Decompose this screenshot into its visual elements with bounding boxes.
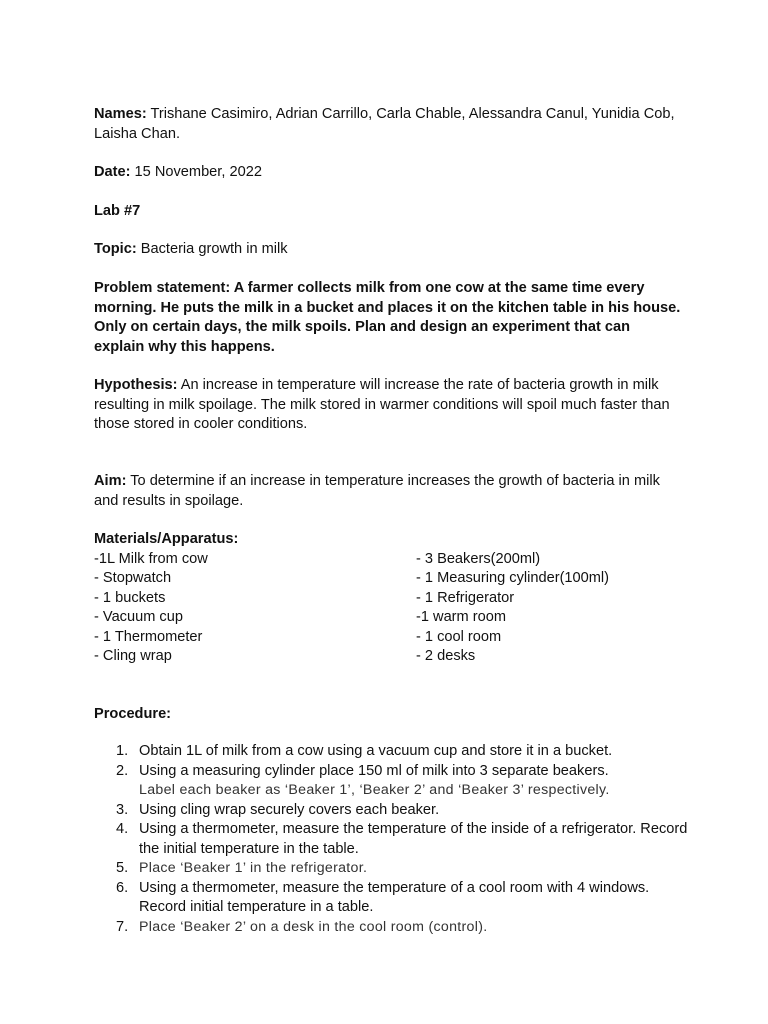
aim-value: To determine if an increase in temperature increases the growth of bacteria in milk and results in spoilage. — [94, 473, 660, 509]
date-value: 15 November, 2022 — [130, 164, 262, 180]
problem-statement: Problem statement: A farmer collects milk from one cow at the same time every morning. He puts the milk in a bucket and places it on the kitchen table in his house. Only on certain days, the milk spoils. Plan and design an experiment that can explain why this happens. — [94, 280, 681, 355]
material-item: - 1 Refrigerator — [416, 589, 515, 606]
material-item: - Vacuum cup — [94, 609, 183, 625]
hypothesis-label: Hypothesis: — [94, 377, 178, 393]
materials-row — [94, 569, 694, 589]
step-text: Using a thermometer, measure the temperature of a cool room with 4 windows. Record initial temperature in a table. — [139, 879, 650, 915]
topic-value: Bacteria growth in milk — [136, 241, 288, 257]
date-line — [94, 163, 684, 183]
aim-paragraph — [94, 472, 684, 511]
step-text: Using a measuring cylinder place 150 ml of milk into 3 separate beakers. — [139, 762, 609, 779]
materials-row — [94, 628, 694, 648]
material-item: - 3 Beakers(200ml) — [416, 550, 541, 567]
step-text: Place ‘Beaker 2’ on a desk in the cool room (control). — [139, 918, 488, 935]
names-label: Names: — [94, 106, 147, 122]
procedure-step — [94, 801, 694, 821]
material-item: -1 warm room — [416, 609, 507, 625]
procedure-step — [94, 820, 694, 859]
step-number: 3. — [116, 801, 129, 818]
procedure-step — [94, 918, 694, 938]
material-item: - 1 Measuring cylinder(100ml) — [416, 570, 610, 586]
materials-row — [94, 589, 694, 609]
material-item: - 1 cool room — [416, 628, 502, 645]
step-number: 7. — [116, 918, 129, 935]
step-number: 6. — [116, 879, 129, 896]
material-item: - Stopwatch — [94, 570, 172, 586]
lab-label: Lab #7 — [94, 203, 141, 219]
material-item: - 1 buckets — [94, 589, 166, 606]
procedure-step — [94, 879, 694, 918]
step-text: Obtain 1L of milk from a cow using a vacuum cup and store it in a bucket. — [139, 743, 613, 759]
step-number: 2. — [116, 762, 129, 779]
materials-row — [94, 647, 694, 667]
procedure-list — [94, 742, 694, 937]
hypothesis-paragraph — [94, 376, 684, 435]
procedure-step — [94, 762, 694, 801]
materials-heading: Materials/Apparatus: — [94, 531, 239, 547]
topic-label: Topic: — [94, 241, 137, 257]
step-text: Using a thermometer, measure the temperature of the inside of a refrigerator. Record the initial temperature in the table. — [139, 821, 688, 857]
hypothesis-value: An increase in temperature will increase the rate of bacteria growth in milk resulting in milk spoilage. The milk stored in warmer conditions will spoil much faster than those stored in cooler conditions. — [94, 377, 670, 432]
procedure-heading: Procedure: — [94, 706, 172, 722]
names-value: Trishane Casimiro, Adrian Carrillo, Carla Chable, Alessandra Canul, Yunidia Cob, Laisha Chan. — [94, 106, 675, 142]
topic-line — [94, 240, 684, 260]
step-number: 5. — [116, 860, 129, 876]
aim-label: Aim: — [94, 473, 127, 489]
procedure-step — [94, 859, 694, 879]
materials-row — [94, 608, 694, 628]
date-label: Date: — [94, 164, 131, 180]
material-item: - Cling wrap — [94, 648, 172, 664]
step-number: 4. — [116, 821, 129, 837]
lab-line — [94, 202, 684, 222]
names-line — [94, 105, 684, 144]
step-text: Place ‘Beaker 1’ in the refrigerator. — [139, 860, 368, 876]
step-text: Using cling wrap securely covers each beaker. — [139, 801, 440, 818]
step-number: 1. — [116, 743, 129, 759]
procedure-step — [94, 742, 694, 762]
materials-row — [94, 550, 694, 570]
material-item: - 2 desks — [416, 648, 476, 664]
step-text-continuation: Label each beaker as ‘Beaker 1’, ‘Beaker 2’ and ‘Beaker 3’ respectively. — [139, 782, 610, 798]
material-item: - 1 Thermometer — [94, 628, 203, 645]
material-item: -1L Milk from cow — [94, 550, 208, 567]
